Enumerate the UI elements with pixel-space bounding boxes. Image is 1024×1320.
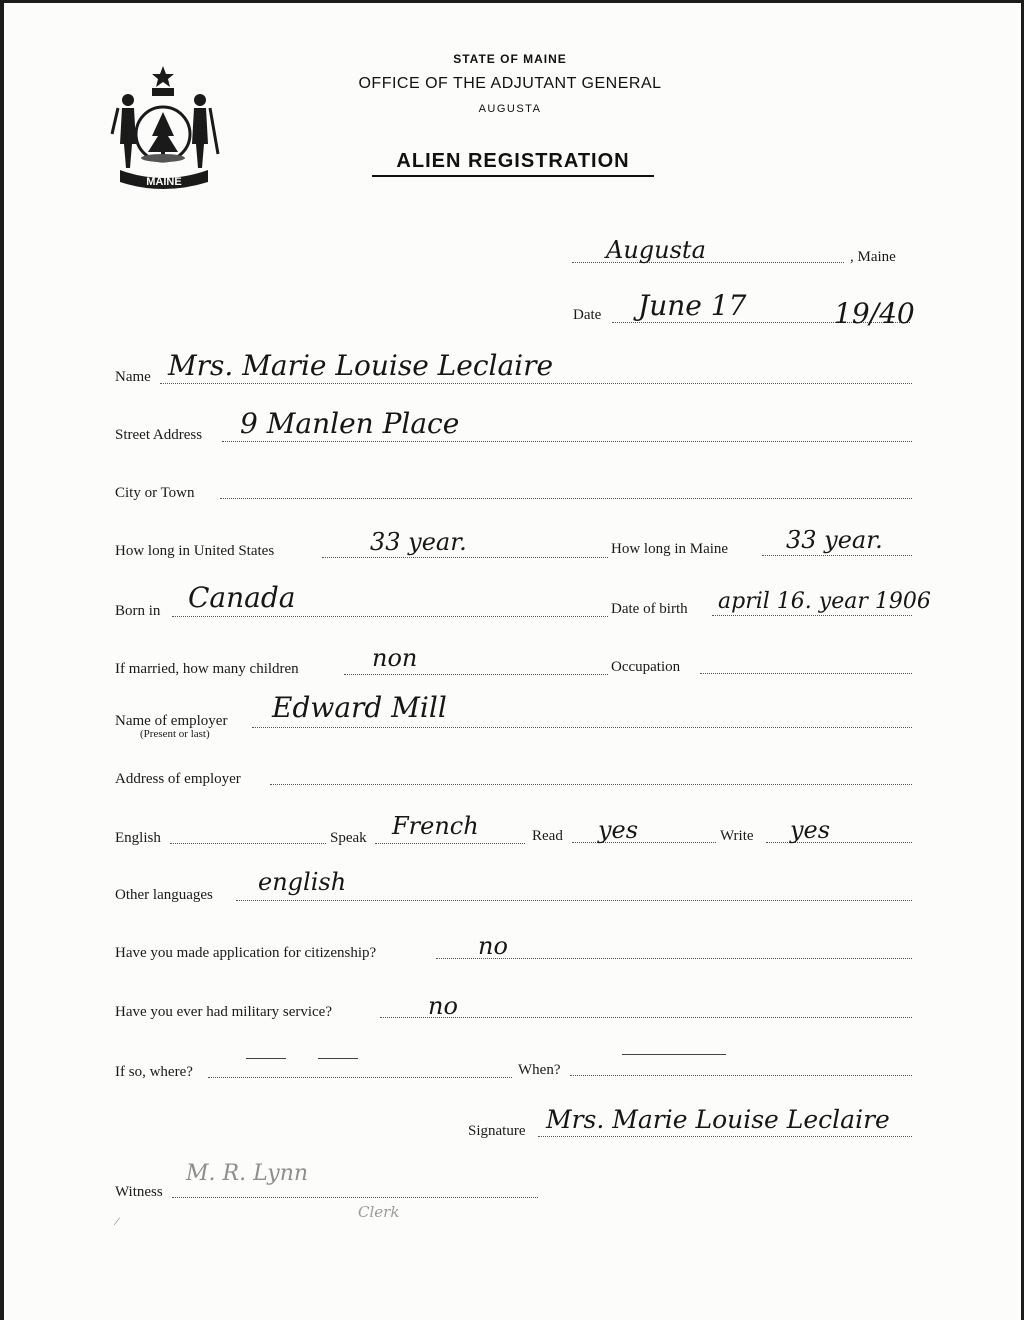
speak-label: Speak [330,830,367,846]
name-line [160,383,912,384]
witness-label: Witness [115,1184,163,1200]
write-line [766,842,912,843]
street-field[interactable]: 9 Manlen Place [240,407,460,440]
other-languages-line [236,900,912,901]
city-field[interactable]: Augusta [606,236,706,264]
military-line [380,1017,912,1018]
when-line [570,1075,912,1076]
other-languages-field[interactable]: english [258,868,347,896]
header-state: STATE OF MAINE [453,52,567,66]
header-office: OFFICE OF THE ADJUTANT GENERAL [358,75,662,92]
scan-mark: ⁄ [116,1214,119,1228]
children-line [344,674,608,675]
speak-field[interactable]: French [392,812,479,840]
witness-line [172,1197,538,1198]
date-field[interactable]: June 17 [638,289,747,322]
where-dash [246,1058,286,1059]
scan-border-top [0,0,1024,3]
city-town-label: City or Town [115,485,195,501]
read-line [572,842,716,843]
speak-line [375,843,525,844]
how-long-us-field[interactable]: 33 year. [370,528,467,556]
when-label: When? [518,1062,561,1078]
dob-field[interactable]: april 16. year 1906 [718,589,931,614]
witness-field[interactable]: M. R. Lynn [186,1161,309,1186]
seal-banner-text: MAINE [146,176,182,188]
where-label: If so, where? [115,1064,193,1080]
write-label: Write [720,828,754,844]
born-in-line [172,616,608,617]
signature-field[interactable]: Mrs. Marie Louise Leclaire [546,1105,890,1134]
citizenship-field[interactable]: no [478,932,508,960]
english-line [170,843,326,844]
born-in-field[interactable]: Canada [188,581,296,614]
employer-field[interactable]: Edward Mill [272,691,447,724]
city-suffix: , Maine [850,249,896,265]
where-line [208,1077,512,1078]
read-label: Read [532,828,563,844]
occupation-label: Occupation [611,659,681,675]
children-field[interactable]: non [372,644,418,672]
scan-border-left [0,0,4,1320]
employer-address-label: Address of employer [115,771,241,787]
occupation-line [700,673,912,674]
how-long-maine-field[interactable]: 33 year. [786,526,883,554]
city-town-line [220,498,912,499]
when-dash [622,1054,726,1055]
name-label: Name [115,369,151,385]
maine-seal-icon [108,64,228,194]
date-label: Date [573,307,602,323]
how-long-us-line [322,557,608,558]
read-field[interactable]: yes [598,816,639,844]
signature-line [538,1136,912,1137]
form-title: ALIEN REGISTRATION [372,150,654,177]
english-label: English [115,830,161,846]
military-label: Have you ever had military service? [115,1004,332,1020]
street-label: Street Address [115,427,203,443]
write-field[interactable]: yes [790,816,831,844]
signature-label: Signature [468,1123,526,1139]
employer-line [252,727,912,728]
date-year-field[interactable]: 19/40 [834,297,915,330]
how-long-maine-line [762,555,912,556]
dob-label: Date of birth [611,601,688,617]
street-line [222,441,912,442]
military-field[interactable]: no [428,992,458,1020]
employer-label: Name of employer [115,713,228,729]
witness-title: Clerk [358,1203,400,1221]
other-languages-label: Other languages [115,887,213,903]
citizenship-label: Have you made application for citizenship? [115,945,377,961]
employer-address-line [270,784,912,785]
name-field[interactable]: Mrs. Marie Louise Leclaire [168,349,554,382]
born-in-label: Born in [115,603,161,619]
how-long-us-label: How long in United States [115,543,275,559]
how-long-maine-label: How long in Maine [611,541,729,557]
children-label: If married, how many children [115,661,299,677]
header-city: AUGUSTA [478,103,542,115]
employer-sublabel: (Present or last) [140,728,210,740]
where-dash-2 [318,1058,358,1059]
